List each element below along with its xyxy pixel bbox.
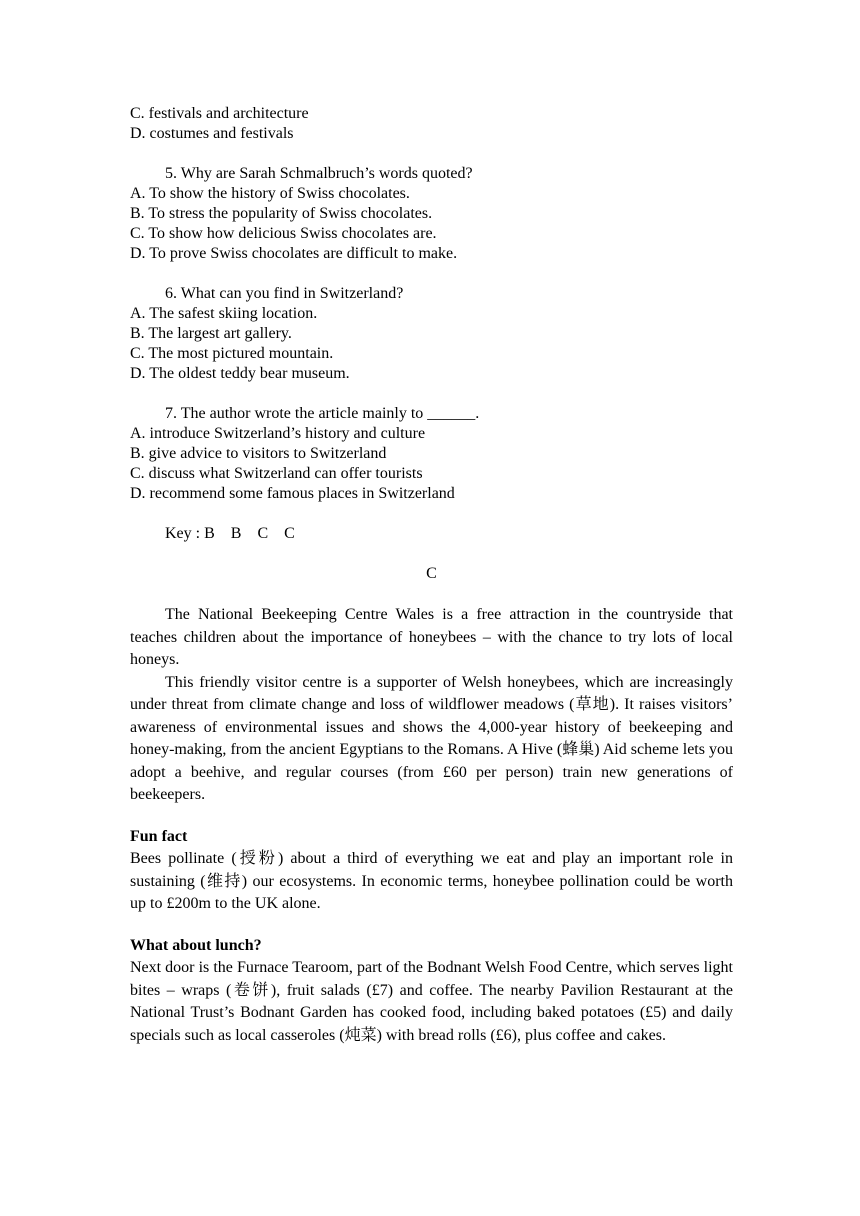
fun-fact-text: Bees pollinate (授粉) about a third of everything we eat and play an important role in sustaining (维持) our ecosystems. In economic terms, honeybee pollination could be worth up to £200m to the UK alone. — [130, 850, 733, 912]
q5-option-a: A. To show the history of Swiss chocolates. — [130, 185, 410, 202]
q5-option-b: B. To stress the popularity of Swiss chocolates. — [130, 205, 433, 222]
q4-option-c: C. festivals and architecture — [130, 105, 309, 122]
q7-option-b: B. give advice to visitors to Switzerland — [130, 445, 387, 462]
q5-question: 5. Why are Sarah Schmalbruch’s words quoted? — [165, 165, 473, 182]
spacer — [130, 584, 733, 604]
q6-option-a: A. The safest skiing location. — [130, 305, 318, 322]
document-page — [130, 104, 733, 1047]
spacer — [130, 384, 733, 404]
answer-key: Key : B B C C — [165, 525, 295, 542]
lunch-text: Next door is the Furnace Tearoom, part of the Bodnant Welsh Food Centre, which serves light bites – wraps (卷饼), fruit salads (£7) and coffee. The nearby Pavilion Restaurant at the National Trust’s Bodnant Garden has cooked food, including baked potatoes (£5) and daily specials such as local casseroles (炖菜) with bread rolls (£6), plus coffee and cakes. — [130, 959, 733, 1044]
fun-fact-heading: Fun fact — [130, 827, 188, 845]
lunch-heading: What about lunch? — [130, 936, 262, 954]
spacer — [130, 544, 733, 564]
q5-option-c: C. To show how delicious Swiss chocolates are. — [130, 225, 437, 242]
passage-paragraph-1: The National Beekeeping Centre Wales is a free attraction in the countryside that teaches children about the importance of honeybees – with the chance to try lots of local honeys. — [130, 606, 733, 668]
q7-question: 7. The author wrote the article mainly to ______. — [165, 405, 480, 422]
q5-option-d: D. To prove Swiss chocolates are difficult to make. — [130, 245, 458, 262]
q4-option-d: D. costumes and festivals — [130, 125, 294, 142]
passage-paragraph-2: This friendly visitor centre is a supporter of Welsh honeybees, which are increasingly under threat from climate change and loss of wildflower meadows (草地). It raises visitors’ awareness of environmental issues and shows the 4,000-year history of beekeeping and honey-making, from the ancient Egyptians to the Romans. A Hive (蜂巢) Aid scheme lets you adopt a beehive, and regular courses (from £60 per person) train new generations of beekeepers. — [130, 673, 733, 803]
q7-option-c: C. discuss what Switzerland can offer tourists — [130, 465, 423, 482]
q6-question: 6. What can you find in Switzerland? — [165, 285, 404, 302]
spacer — [130, 504, 733, 524]
spacer — [130, 916, 733, 935]
q6-option-b: B. The largest art gallery. — [130, 325, 292, 342]
spacer — [130, 807, 733, 826]
q7-option-d: D. recommend some famous places in Switzerland — [130, 485, 455, 502]
q7-option-a: A. introduce Switzerland’s history and culture — [130, 425, 426, 442]
q6-option-d: D. The oldest teddy bear museum. — [130, 365, 350, 382]
spacer — [130, 264, 733, 284]
section-title: C — [426, 565, 437, 582]
spacer — [130, 144, 733, 164]
q6-option-c: C. The most pictured mountain. — [130, 345, 334, 362]
